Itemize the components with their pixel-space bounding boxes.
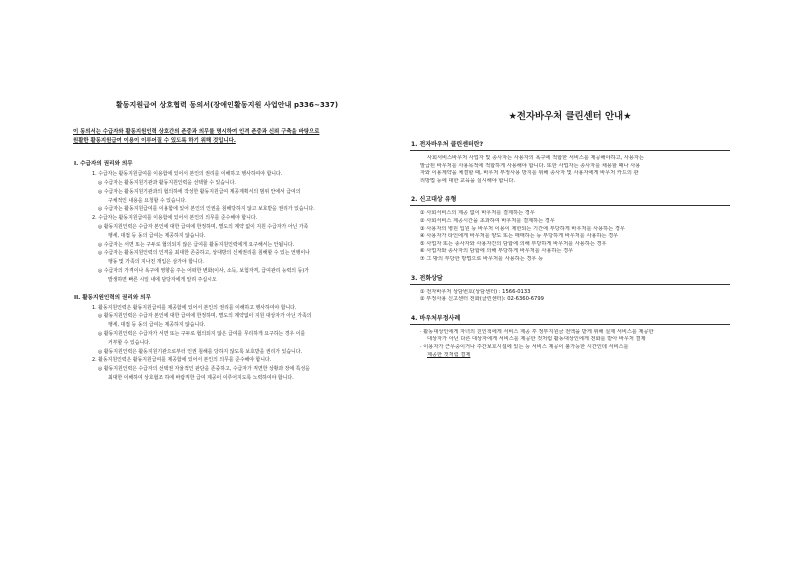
text-line: 행세, 대접 등 동의 급여는 제공하지 않습니다. bbox=[108, 232, 206, 239]
text-line: 행세, 대접 등 동의 급여는 제공하지 않습니다. bbox=[108, 322, 206, 329]
list-item: ⑥ 사업자와 종사자의 담합에 의해 부당하게 바우처를 사용하는 경우 bbox=[420, 248, 574, 255]
intro-line: 원활한 활동지원급여 이용이 이루어질 수 있도록 하기 위해 것입니다. bbox=[73, 137, 236, 144]
text-line: ◎ 수급자는 활동지원인력의 인격을 최대한 존중하고, 상대방의 신체권리를 침해할 수 있는 언행이나 bbox=[98, 250, 310, 257]
text-line: 대상자가 아닌 다른 대상자에게 서비스를 제공한 것처럼 활동대상인에게 전화를 받아 바우처 결제 bbox=[427, 336, 646, 343]
text-line: ◎ 수급자의 가격이나 욕구에 영향을 주는 어떠한 변화(이사, 소득, 보험자격, 급여관리 능력의 등)가 bbox=[98, 267, 309, 274]
list-item: ⑦ 그 밖의 부당한 방법으로 바우처를 사용하는 경우 등 bbox=[420, 255, 544, 262]
list-item: ③ 사용자의 병원 입원 등 바우처 이용이 제한되는 기간에 부당하게 바우처를 사용하는 경우 bbox=[420, 225, 625, 232]
text-line: ◎ 수급자는 활동지원기관과 활동지원인력을 선택할 수 있습니다. bbox=[98, 179, 236, 186]
text-line: ◎ 수급자는 서면 또는 구두로 협의되지 않은 급여를 활동지원인력에게 요구해서는 안됩니다. bbox=[98, 241, 295, 248]
text-line: 2. 활동지원인력은 활동지원급여를 제공함에 있어서 본인의 의무를 준수해야 합니다. bbox=[92, 357, 272, 364]
list-item: ① 사회서비스의 제공 없이 바우처를 결제하는 경우 bbox=[420, 210, 535, 217]
section-heading-caregiver: II. 활동지원인력의 권리와 의무 bbox=[74, 294, 151, 301]
text-line: · 이용자가 근무중이거나 주간보호시설에 있는 등 서비스 제공이 불가능한 시간인데 서비스를 bbox=[420, 343, 629, 350]
text-line: 행동 및 가족의 지나친 개입은 삼가야 합니다. bbox=[108, 259, 204, 266]
section-caregiver-body bbox=[68, 304, 386, 383]
text-line: 1. 수급자는 활동지원급여를 이용함에 있어서 본인의 권리를 이해하고 행사하여야 합니다. bbox=[92, 171, 283, 178]
text-line: ◎ 활동지원인력은 수급자의 선택권 자율적인 판단을 존중하고, 수급자가 직면한 상황과 장애 특성을 bbox=[98, 366, 310, 373]
text-line: 제공한 것처럼 결제 bbox=[427, 351, 471, 358]
intro-line: 이 동의서는 수급자와 활동지원인력 상호간의 존중과 의무를 명시하여 인격 존중과 신뢰 구축을 바탕으로 bbox=[73, 129, 320, 135]
consent-form-page bbox=[68, 100, 386, 383]
section-what-is bbox=[410, 139, 730, 185]
text-line: ◎ 활동지원인력은 수급자가 서면 또는 구두로 협의되지 않은 급여를 무리하게 요구하는 경우 이를 bbox=[98, 330, 306, 337]
text-line: ◎ 수급자는 활동지원기관과의 협의하에 작성한 활동지원급여 제공계획서의 범위 안에서 급여의 bbox=[98, 188, 301, 195]
consent-form-title: 활동지원급여 상호협력 동의서(장애인활동지원 사업안내 p336~337) bbox=[115, 101, 339, 109]
section-heading: 3. 전화상담 bbox=[410, 273, 730, 285]
text-line: 2. 수급자는 활동지원급여를 이용함에 있어서 본인의 의무를 준수해야 합니다. bbox=[92, 215, 258, 222]
clean-center-title: ★전자바우처 클린센터 안내★ bbox=[508, 111, 632, 122]
section-heading: 2. 신고대상 유형 bbox=[410, 194, 730, 206]
text-line: 최대한 이해하여 상호협조 하에 바람직한 급여 제공이 이루어지도록 노력하여야 합니다. bbox=[108, 374, 294, 381]
text-line: · 활동대상인에게 자녀의 친인척에게 서비스 제공 후 정부지원금 전액을 받게 위해 실제 서비스를 제공한 bbox=[420, 328, 654, 335]
phone-line: ② 부정사용 신고센터 전화(클린센터): 02-6360-6799 bbox=[420, 296, 544, 303]
section-heading-recipient: I. 수급자의 권리와 의무 bbox=[74, 161, 133, 168]
text-line: 1. 활동지원인력은 활동지원급여를 제공함에 있어서 본인의 권리를 이해하고 행사하여야 합니다. bbox=[92, 304, 297, 311]
section-phone-consult bbox=[410, 273, 730, 304]
text-line: ◎ 활동지원인력은 수급자 본인에 대한 급여에 한정하며, 별도의 계약 없이 지원 수급자가 아닌 가족 bbox=[98, 223, 309, 230]
text-line: 사회서비스바우처 사업자 및 종사자는 사용자의 욕구에 적합한 서비스를 제공해야하고, 사용자는 bbox=[427, 155, 644, 161]
text-line: ◎ 활동지원인력은 활동지원기관으로부터 인권 침해를 당하지 않도록 보호받을 권리가 있습니다. bbox=[98, 348, 303, 355]
list-item: ④ 사용자가 타인에게 바우처를 양도 또는 매매하는 등 부당하게 바우처를 사용하는 경우 bbox=[420, 233, 619, 240]
phone-line: ① 전자바우처 상담번호(상담센터) : 1566-0133 bbox=[420, 288, 531, 295]
section-recipient-body bbox=[68, 170, 386, 284]
section-fraud-cases bbox=[410, 313, 730, 359]
section-report-types bbox=[410, 194, 730, 263]
text-line: 거부할 수 있습니다. bbox=[108, 339, 151, 346]
text-line: 구체적인 내용을 요청할 수 있습니다. bbox=[108, 197, 187, 204]
list-item: ② 사회서비스 제공시간을 초과하여 바우처를 결제하는 경우 bbox=[420, 217, 555, 224]
list-item: ⑤ 사업자 또는 종사자와 사용자간의 담합에 의해 부당하게 바우처를 사용하는 경우 bbox=[420, 240, 607, 247]
text-line: 발생하면 빠른 시일 내에 담당자에게 알려 주십시오 bbox=[108, 276, 217, 283]
text-line: ◎ 수급자는 활동지원급여를 이용함에 있어 본인의 인권을 침해당하지 않고 보호받을 권리가 있습니다. bbox=[98, 206, 315, 213]
text-line: 자와 이용계약을 체결할 때, 바우처 부정사용 방지를 위해 종사자 및 사용자에게 바우처 카드의 관 bbox=[420, 170, 639, 177]
text-line: ◎ 활동지원인력은 수급자 본인에 대한 급여에 한정하며, 별도의 계약없이 지원 대상자가 아닌 가족의 bbox=[98, 313, 312, 320]
consent-form-intro bbox=[73, 128, 386, 145]
text-line: 발급된 바우처를 사용목적에 적합하게 사용해야 합니다. 또한 사업자는 종사자를 채용할 때나 사용 bbox=[420, 162, 641, 169]
text-line: 리방법 등에 대한 교육을 실시해야 합니다. bbox=[420, 177, 516, 184]
section-heading: 1. 전자바우처 클린센터란? bbox=[410, 139, 730, 151]
section-heading: 4. 바우처부정사례 bbox=[410, 313, 730, 325]
clean-center-page bbox=[410, 108, 730, 368]
